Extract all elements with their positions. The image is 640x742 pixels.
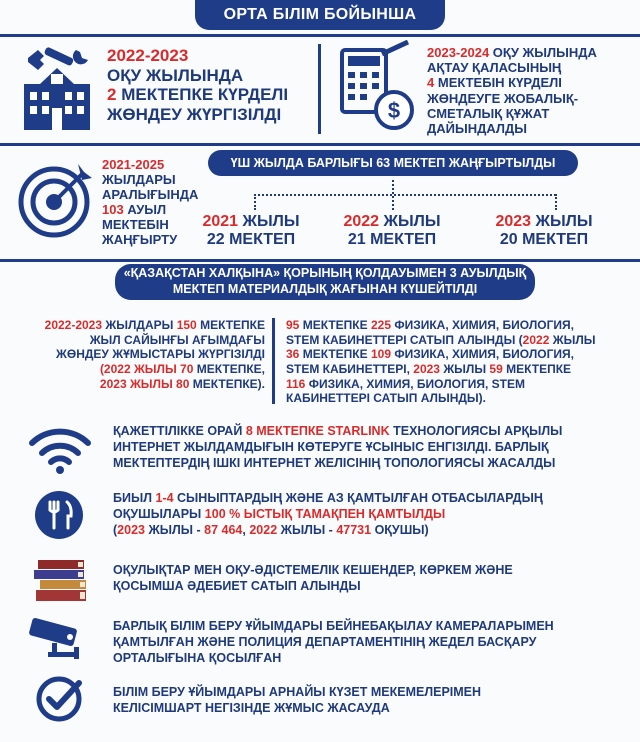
fork-knife-icon: [34, 490, 84, 540]
svg-text:$: $: [387, 98, 401, 123]
year-2021: 2021 ЖЫЛЫ 22 МЕКТЕП: [202, 213, 300, 249]
page-title: ОРТА БІЛІМ БОЙЫНША: [195, 0, 445, 30]
divider-2: [0, 143, 640, 146]
divider-top: [0, 34, 640, 37]
calculator-money-icon: [338, 40, 418, 132]
connector-right: [555, 194, 557, 210]
wifi-icon: [28, 425, 92, 475]
cctv-camera-icon: [26, 617, 94, 661]
camera-text: БАРЛЫҚ БІЛІМ БЕРУ ҰЙЫМДАРЫ БЕЙНЕБАҚЫЛАУ КАМЕРАЛАРЫМЕН ҚАМТЫЛҒАН ЖӘНЕ ПОЛИЦИЯ ДЕПАРТАМЕНТІНІҢ ЖЕДЕЛ БАСҚАРУ ОРТАЛЫҒЫНА ҚОСЫЛҒАН: [113, 619, 554, 665]
target-icon: [16, 160, 96, 240]
books-icon: [32, 556, 90, 604]
section3-divider: [272, 318, 275, 404]
section1-right-text: 2023-2024 ОҚУ ЖЫЛЫНДА АҚТАУ ҚАЛАСЫНЫҢ 4 МЕКТЕБІН КҮРДЕЛІ ЖӨНДЕУГЕ ЖОБАЛЫҚ- СМЕТАЛЫҚ ҚҰЖАТ ДАЙЫНДАЛДЫ: [427, 45, 597, 137]
connector-left: [254, 194, 256, 210]
wifi-text: ҚАЖЕТТІЛІККЕ ОРАЙ 8 МЕКТЕПКЕ STARLINK ТЕХНОЛОГИЯСЫ АРҚЫЛЫ ИНТЕРНЕТ ЖЫЛДАМДЫҒЫН КӨТЕРУГЕ ҰСЫНЫС ЕНГІЗІЛДІ. БАРЛЫҚ МЕКТЕПТЕРДІҢ ІШКІ ИНТЕРНЕТ ЖЕЛІСІНІҢ ТОПОЛОГИЯСЫ ЖАСАЛДЫ: [113, 424, 563, 470]
checkmark-icon: [36, 673, 86, 723]
section1-divider: [318, 44, 321, 134]
year-connector: [254, 194, 556, 196]
section3-right-text: 95 МЕКТЕПКЕ 225 ФИЗИКА, ХИМИЯ, БИОЛОГИЯ, STEM КАБИНЕТТЕРІ САТЫП АЛЫНДЫ (2022 ЖЫЛЫ 36 МЕКТЕПКЕ 109 ФИЗИКА, ХИМИЯ, БИОЛОГИЯ, STEM КАБИНЕТТЕРІ, 2023 ЖЫЛЫ 59 МЕКТЕПКЕ 116 ФИЗИКА, ХИМИЯ, БИОЛОГИЯ, STEM КАБИНЕТТЕРІ САТЫП АЛЫНДЫ).: [286, 318, 596, 406]
check-text: БІЛІМ БЕРУ ҰЙЫМДАРЫ АРНАЙЫ КҮЗЕТ МЕКЕМЕЛЕРІМЕН КЕЛІСІМШАРТ НЕГІЗІНДЕ ЖҰМЫС ЖАСАУДА: [113, 685, 482, 715]
section3-left-text: 2022-2023 ЖЫЛДАРЫ 150 МЕКТЕПКЕ ЖЫЛ САЙЫНҒЫ АҒЫМДАҒЫ ЖӨНДЕУ ЖҰМЫСТАРЫ ЖҮРГІЗІЛДІ (2022 ЖЫЛЫ 70 МЕКТЕПКЕ, 2023 ЖЫЛЫ 80 МЕКТЕПКЕ).: [44, 318, 265, 391]
connector-mid: [392, 180, 394, 210]
year-2023: 2023 ЖЫЛЫ 20 МЕКТЕП: [495, 213, 593, 249]
divider-3: [0, 259, 640, 262]
section3-banner-line2: МЕКТЕП МАТЕРИАЛДЫҚ ЖАҒЫНАН КҮШЕЙТІЛДІ: [172, 282, 478, 296]
section2-banner: ҮШ ЖЫЛДА БАРЛЫҒЫ 63 МЕКТЕП ЖАҢҒЫРТЫЛДЫ: [208, 150, 578, 176]
section2-left-text: 2021-2025 ЖЫЛДАРЫ АРАЛЫҒЫНДА 103 АУЫЛ МЕКТЕБІН ЖАҢҒЫРТУ: [102, 157, 199, 248]
school-repair-icon: [18, 44, 96, 134]
books-text: ОҚУЛЫҚТАР МЕН ОҚУ-ӘДІСТЕМЕЛІК КЕШЕНДЕР, КӨРКЕМ ЖӘНЕ ҚОСЫМША ӘДЕБИЕТ САТЫП АЛЫНДЫ: [113, 563, 513, 593]
section1-left-text: 2022-2023 ОҚУ ЖЫЛЫНДА 2 МЕКТЕПКЕ КҮРДЕЛІ ЖӨНДЕУ ЖҮРГІЗІЛДІ: [107, 46, 289, 124]
section3-banner-line1: «ҚАЗАҚСТАН ХАЛҚЫНА» ҚОРЫНЫҢ ҚОЛДАУЫМЕН 3 АУЫЛДЫҚ: [123, 266, 527, 281]
section3-banner: [115, 264, 535, 300]
year-2022: 2022 ЖЫЛЫ 21 МЕКТЕП: [343, 213, 441, 249]
food-text: БИЫЛ 1-4 СЫНЫПТАРДЫҢ ЖӘНЕ АЗ ҚАМТЫЛҒАН ОТБАСЫЛАРДЫҢ ОҚУШЫЛАРЫ 100 % ЫСТЫҚ ТАМАҚПЕН ҚАМТЫЛДЫ (2023 ЖЫЛЫ - 87 464, 2022 ЖЫЛЫ - 47731 ОҚУШЫ): [113, 491, 543, 537]
